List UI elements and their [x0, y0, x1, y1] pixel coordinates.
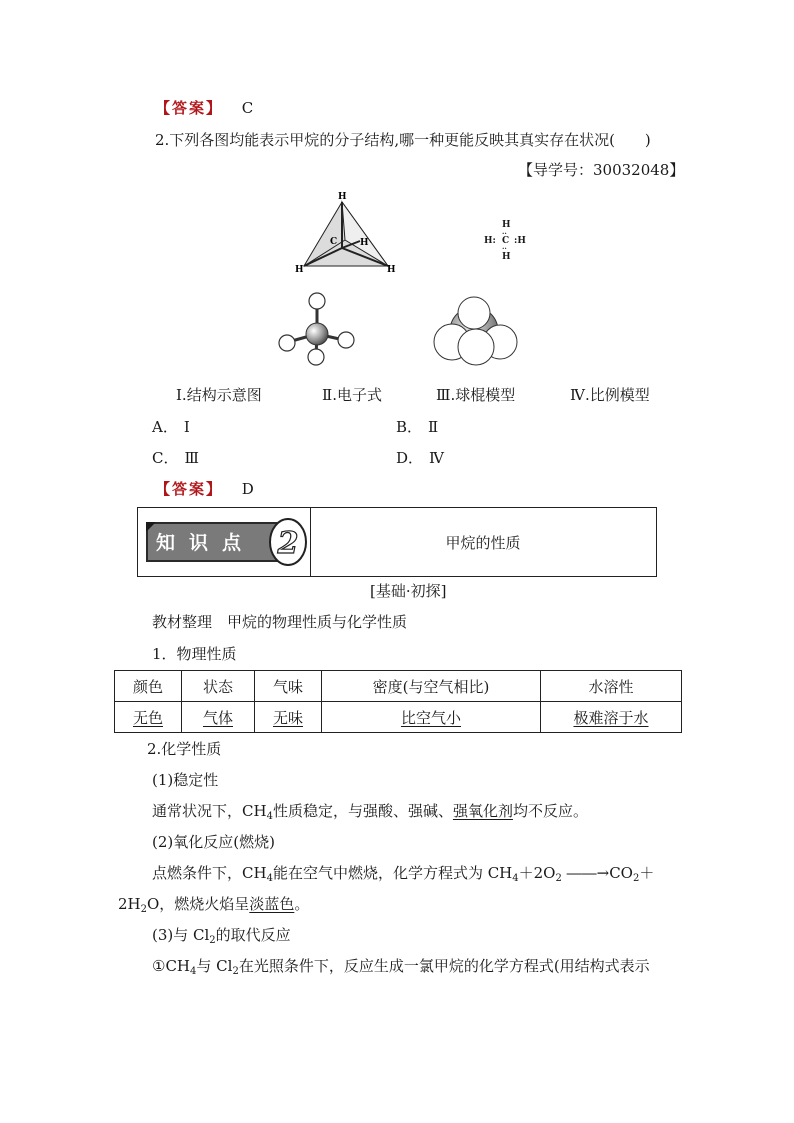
text-run: (3)与 Cl: [152, 926, 210, 944]
option-d-letter: D．: [396, 449, 424, 467]
oxidation-text-line1: [152, 862, 654, 883]
atom-label-c: C: [330, 237, 338, 247]
option-d-value: Ⅳ: [429, 449, 445, 467]
atom-label-h-right: H: [387, 265, 396, 275]
atom-label-h-left: H: [295, 265, 304, 275]
knowledge-number: 2: [277, 526, 299, 561]
caption-ball-stick: Ⅲ.球棍模型: [436, 386, 516, 404]
text-run: 与 Cl: [196, 957, 233, 975]
table-value-row: [115, 702, 682, 733]
text-run: ①CH: [152, 957, 191, 975]
text-run: 通常状况下，CH: [152, 802, 267, 820]
text-run: 点燃条件下，CH: [152, 864, 267, 882]
value-density: 比空气小: [322, 702, 541, 733]
subscript: 4: [512, 873, 519, 884]
text-run: 均不反应。: [512, 802, 588, 820]
subscript: 4: [266, 873, 273, 884]
option-c-value: Ⅲ: [184, 449, 199, 467]
text-run: ＋2O: [518, 864, 556, 882]
space-filling-model: [430, 295, 520, 367]
physical-properties-table: [114, 670, 682, 733]
substitution-title: [152, 924, 291, 945]
ef-dots-top: ··: [502, 229, 507, 238]
physical-title: 1．物理性质: [152, 645, 237, 663]
knowledge-point-box: [137, 507, 657, 577]
knowledge-banner-cell: [138, 508, 311, 576]
number-badge-icon: [266, 516, 310, 568]
subscript: 4: [266, 811, 273, 822]
subscript: 2: [632, 873, 640, 884]
text-run: 性质稳定，与强酸、强碱、: [272, 802, 453, 820]
text-run: 。: [294, 895, 310, 913]
option-b-value: Ⅱ: [428, 418, 439, 436]
caption-space-filling: Ⅳ.比例模型: [570, 386, 650, 404]
table-header-row: [115, 671, 682, 702]
answer-tag: 【答案】: [155, 99, 224, 117]
caption-structure: Ⅰ.结构示意图: [176, 386, 262, 404]
question-2-text: 2.下列各图均能表示甲烷的分子结构,哪一种更能反映其真实存在状况( ): [155, 131, 651, 149]
option-a-letter: A．: [152, 418, 178, 436]
guide-number: 【导学号：30032048】: [518, 161, 685, 179]
answer-line-2: [155, 478, 254, 499]
underlined-answer: 强氧化剂: [452, 802, 513, 820]
option-a-value: Ⅰ: [183, 418, 190, 436]
header-state: 状态: [182, 671, 255, 702]
header-odor: 气味: [255, 671, 322, 702]
oxidation-title: (2)氧化反应(燃烧): [152, 833, 275, 851]
subscript: 2: [232, 966, 239, 977]
underlined-answer: 淡蓝色: [249, 895, 295, 913]
knowledge-banner-text: 知识点: [156, 532, 256, 554]
text-run: 2H: [118, 895, 141, 913]
ef-h-top: H: [502, 220, 511, 230]
knowledge-topic: 甲烷的性质: [445, 533, 521, 552]
header-density: 密度(与空气相比): [322, 671, 541, 702]
subscript: 2: [209, 935, 216, 946]
answer-line-1: [155, 97, 253, 118]
text-run: ＋: [639, 864, 655, 882]
atom-label-h-top: H: [338, 192, 347, 202]
answer-tag: 【答案】: [155, 480, 224, 498]
oxidation-text-line2: [118, 893, 309, 914]
answer-value: D: [241, 480, 254, 498]
option-c-letter: C．: [152, 449, 179, 467]
atom-label-h-back: H: [360, 238, 369, 248]
ef-h-left: H:: [484, 236, 496, 246]
ef-c: C: [502, 236, 510, 246]
text-run: O，燃烧火焰呈: [147, 895, 250, 913]
stability-title: (1)稳定性: [152, 771, 219, 789]
electron-formula: [482, 220, 532, 265]
subscript: 4: [190, 966, 197, 977]
section-tag: [基础·初探]: [370, 582, 447, 600]
ball-stick-model: [276, 290, 360, 368]
option-d: [396, 447, 444, 468]
value-state: 气体: [182, 702, 255, 733]
ef-h-right: :H: [514, 236, 526, 246]
value-color: 无色: [115, 702, 182, 733]
subscript: 2: [555, 873, 562, 884]
option-b: [396, 416, 438, 437]
intro-line: 教材整理 甲烷的物理性质与化学性质: [152, 613, 408, 631]
stability-text: [152, 800, 588, 821]
text-run: 在光照条件下，反应生成一氯甲烷的化学方程式(用结构式表示: [238, 957, 650, 975]
text-run: 的取代反应: [215, 926, 291, 944]
caption-electron: Ⅱ.电子式: [322, 386, 382, 404]
option-c: [152, 447, 199, 468]
ef-dots-bottom: ··: [502, 244, 507, 253]
reaction-arrow: ――→CO: [561, 864, 633, 882]
ef-h-bottom: H: [502, 252, 511, 262]
value-odor: 无味: [255, 702, 322, 733]
substitution-text: [152, 955, 650, 976]
option-a: [152, 416, 190, 437]
header-color: 颜色: [115, 671, 182, 702]
banner-corner: [146, 522, 156, 532]
chemical-title: 2.化学性质: [147, 740, 222, 758]
text-run: 能在空气中燃烧，化学方程式为 CH: [272, 864, 513, 882]
answer-value: C: [241, 99, 254, 117]
header-solubility: 水溶性: [541, 671, 682, 702]
structure-diagram: [290, 188, 400, 278]
option-b-letter: B．: [396, 418, 423, 436]
subscript: 2: [140, 904, 147, 915]
value-solubility: 极难溶于水: [541, 702, 682, 733]
